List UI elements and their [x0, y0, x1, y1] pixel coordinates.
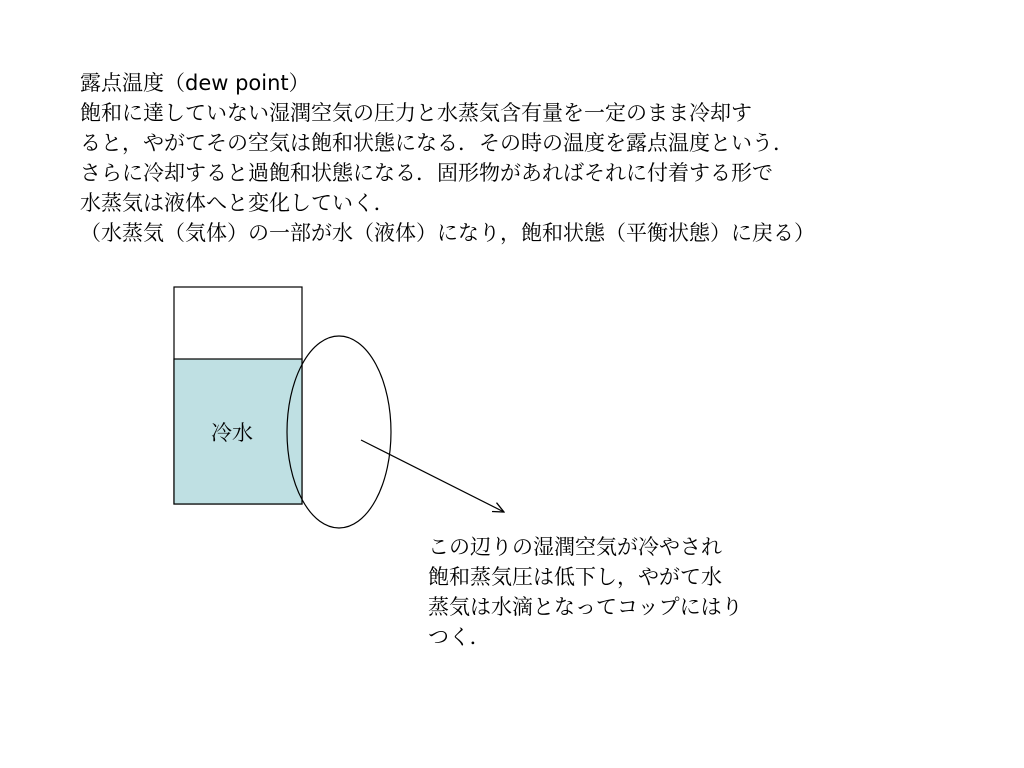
humid-air-region [287, 336, 391, 528]
body-line: さらに冷却すると過飽和状態になる．固形物があればそれに付着する形で [80, 161, 773, 185]
caption-line: 蒸気は水滴となってコップにはり [428, 595, 743, 619]
caption-block [428, 532, 828, 652]
caption-line: この辺りの湿潤空気が冷やされ [428, 535, 722, 559]
caption-line: 飽和蒸気圧は低下し，やがて水 [428, 565, 722, 589]
body-line: （水蒸気（気体）の一部が水（液体）になり，飽和状態（平衡状態）に戻る） [80, 221, 815, 245]
water-label: 冷水 [211, 421, 253, 445]
body-line: 飽和に達していない湿潤空気の圧力と水蒸気含有量を一定のまま冷却す [80, 101, 752, 125]
body-line: 水蒸気は液体へと変化していく． [80, 191, 395, 215]
body-line: ると，やがてその空気は飽和状態になる．その時の温度を露点温度という． [80, 131, 794, 155]
title-line: 露点温度（dew point） [80, 71, 310, 95]
caption-line: つく． [428, 625, 491, 649]
pointer-arrow [361, 440, 504, 512]
